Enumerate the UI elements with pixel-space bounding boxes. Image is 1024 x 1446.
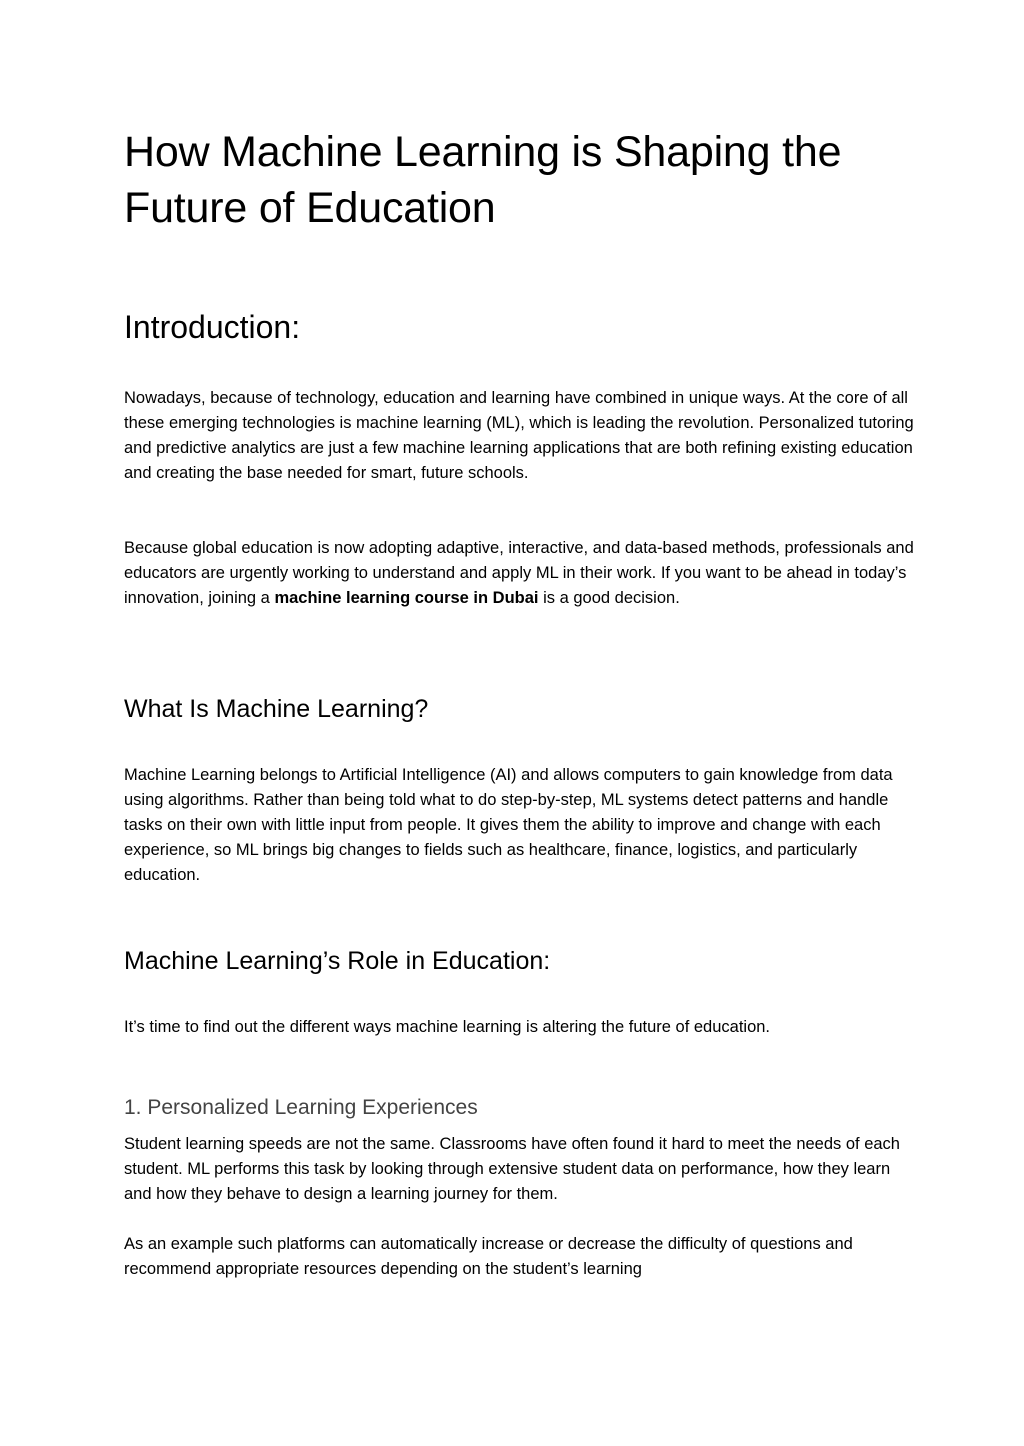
- document-title: How Machine Learning is Shaping the Future of Education: [124, 128, 842, 232]
- heading-introduction: Introduction:: [124, 309, 301, 345]
- heading-what-is-ml: What Is Machine Learning?: [124, 695, 429, 723]
- heading-personalized-learning: 1. Personalized Learning Experiences: [124, 1096, 478, 1119]
- paragraph-intro-1: Nowadays, because of technology, education and learning have combined in unique ways. At the core of all these emerging technologies is machine learning (ML), which is leading the revolution. Personalized tutoring and predictive analytics are just a few machine learning applications that are both refining existing education and creating the base needed for smart, future schools.: [124, 389, 914, 482]
- paragraph-intro-2-text-start: Because global education is now adopting adaptive, interactive, and data-based methods, professionals and educators are urgently working to understand and apply ML in their work. If you want to be ahead in today’s innovation, joining a: [124, 539, 914, 607]
- paragraph-ml-role: It’s time to find out the different ways machine learning is altering the future of education.: [124, 1018, 771, 1036]
- heading-ml-role: Machine Learning’s Role in Education:: [124, 947, 551, 975]
- paragraph-intro-2-text-end: is a good decision.: [538, 589, 680, 607]
- paragraph-personalized-1: Student learning speeds are not the same. Classrooms have often found it hard to meet the needs of each student. ML performs this task by looking through extensive student data on performance, how they learn and how they behave to design a learning journey for them.: [124, 1135, 900, 1203]
- paragraph-what-is-ml: Machine Learning belongs to Artificial Intelligence (AI) and allows computers to gain knowledge from data using algorithms. Rather than being told what to do step-by-step, ML systems detect patterns and handle tasks on their own with little input from people. It gives them the ability to improve and change with each experience, so ML brings big changes to fields such as healthcare, finance, logistics, and particularly education.: [124, 766, 893, 884]
- paragraph-personalized-2: As an example such platforms can automatically increase or decrease the difficulty of questions and recommend appropriate resources depending on the student’s learning: [124, 1235, 853, 1278]
- course-highlight: machine learning course in Dubai: [274, 589, 539, 607]
- paragraph-intro-2: [124, 536, 914, 611]
